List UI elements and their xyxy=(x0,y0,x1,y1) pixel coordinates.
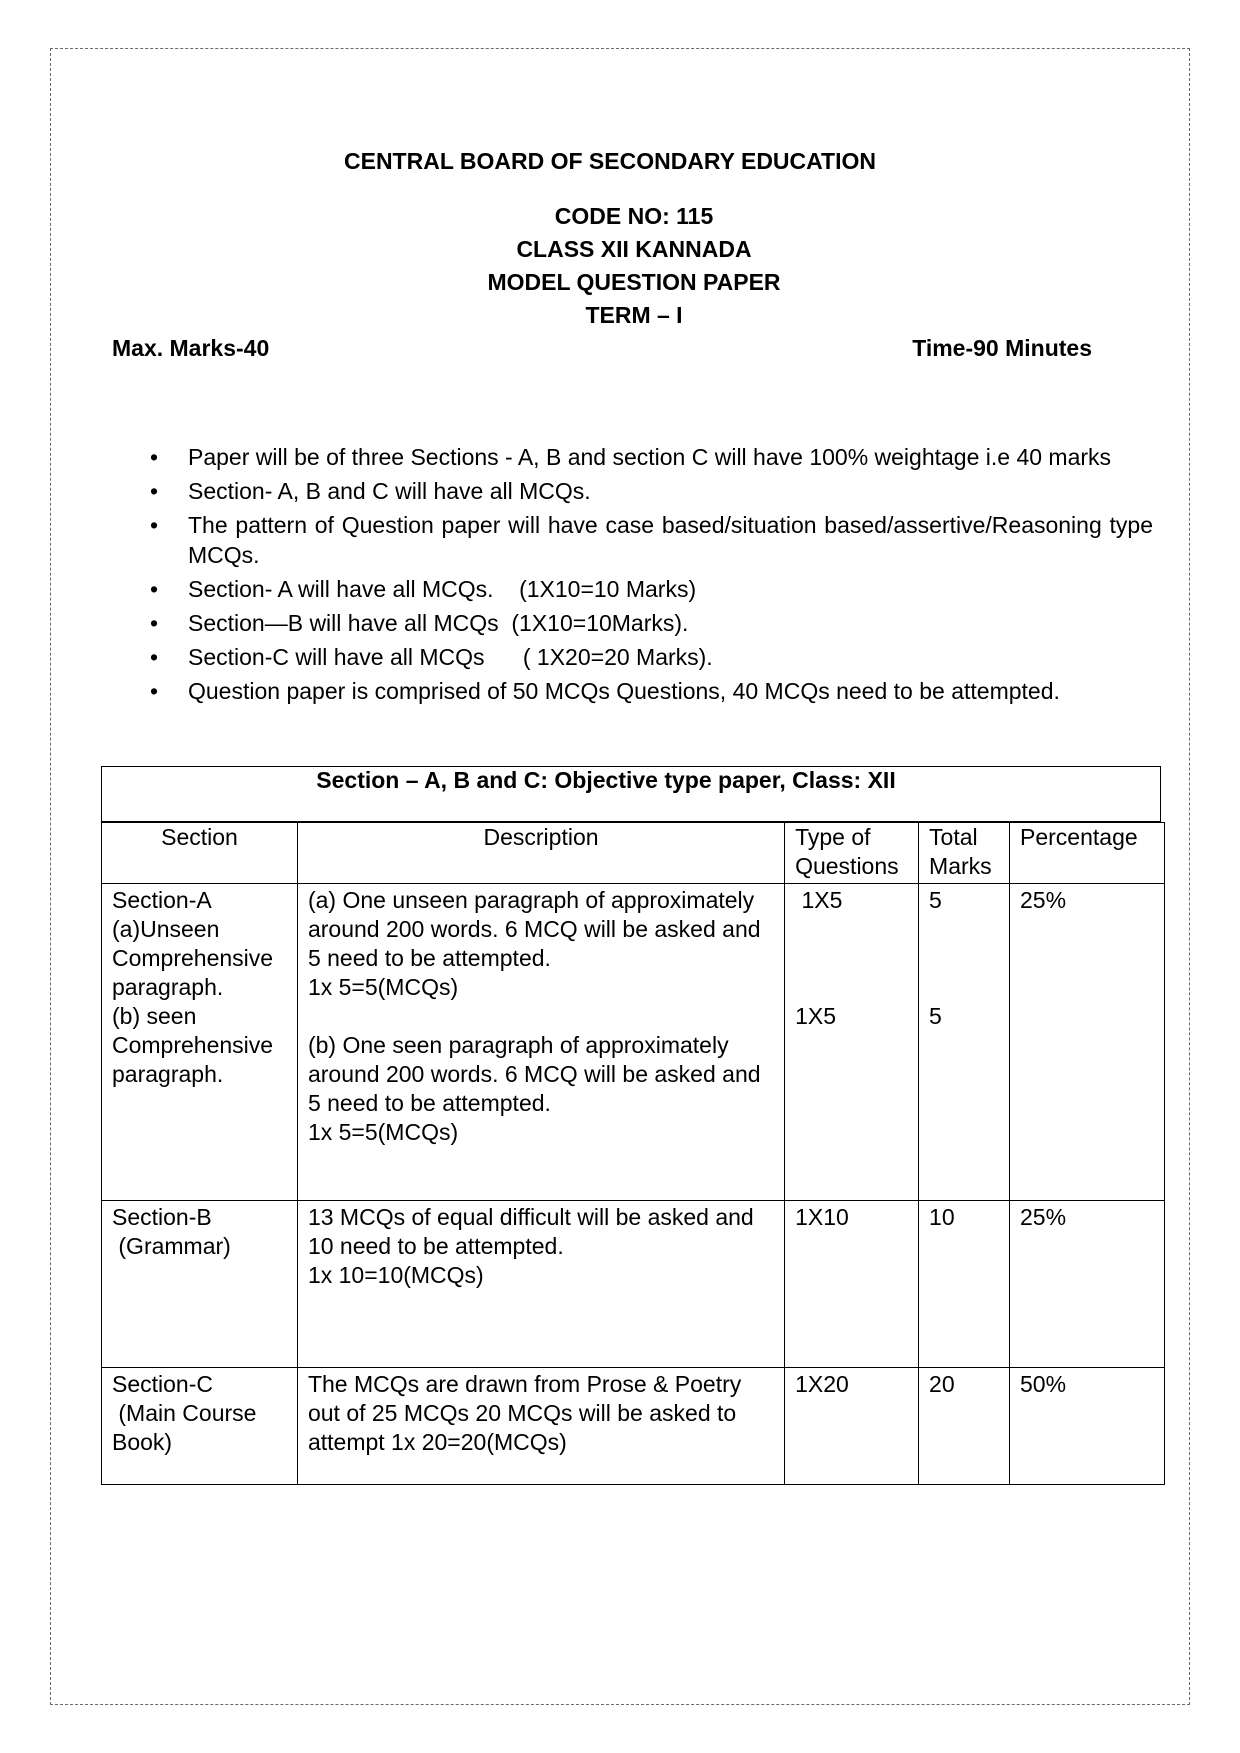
row-percentage: 25% xyxy=(1010,1201,1165,1368)
max-marks: Max. Marks-40 xyxy=(112,335,270,361)
table-row xyxy=(102,1201,1165,1368)
col-header-percentage: Percentage xyxy=(1010,823,1165,884)
table-header-row xyxy=(102,823,1165,884)
col-header-type: Type of Questions xyxy=(785,823,919,884)
row-type: 1X20 xyxy=(785,1368,919,1485)
col-header-section: Section xyxy=(102,823,298,884)
instruction-item: • Section—B will have all MCQs (1X10=10Marks). xyxy=(188,608,1153,638)
table-row xyxy=(102,1368,1165,1485)
class-title: CLASS XII KANNADA xyxy=(516,236,752,262)
instruction-item: • Question paper is comprised of 50 MCQs Questions, 40 MCQs need to be attempted. xyxy=(188,676,1153,706)
col-header-description: Description xyxy=(297,823,784,884)
time-limit: Time-90 Minutes xyxy=(912,335,1092,361)
marks-time-row xyxy=(112,335,1092,362)
row-type: 1X10 xyxy=(785,1201,919,1368)
code-number: CODE NO: 115 xyxy=(554,203,714,229)
row-percentage: 50% xyxy=(1010,1368,1165,1485)
row-marks: 5 5 xyxy=(919,884,1010,1201)
board-title: CENTRAL BOARD OF SECONDARY EDUCATION xyxy=(344,148,876,174)
row-description: The MCQs are drawn from Prose & Poetry out of 25 MCQs 20 MCQs will be asked to attempt 1x 20=20(MCQs) xyxy=(297,1368,784,1485)
instruction-item: • Section- A will have all MCQs. (1X10=10 Marks) xyxy=(188,574,1153,604)
instruction-item: • Paper will be of three Sections - A, B and section C will have 100% weightage i.e 40 marks xyxy=(188,442,1153,472)
instruction-item: • The pattern of Question paper will have case based/situation based/assertive/Reasoning type MCQs. xyxy=(188,510,1153,570)
row-type: 1X5 1X5 xyxy=(785,884,919,1201)
instructions-list xyxy=(188,442,1153,710)
row-percentage: 25% xyxy=(1010,884,1165,1201)
col-header-marks: Total Marks xyxy=(919,823,1010,884)
row-section: Section-C (Main Course Book) xyxy=(102,1368,298,1485)
row-marks: 20 xyxy=(919,1368,1010,1485)
instruction-item: • Section-C will have all MCQs ( 1X20=20 Marks). xyxy=(188,642,1153,672)
row-section: Section-A (a)Unseen Comprehensive paragraph. (b) seen Comprehensive paragraph. xyxy=(102,884,298,1201)
paper-title: MODEL QUESTION PAPER xyxy=(487,269,781,295)
row-marks: 10 xyxy=(919,1201,1010,1368)
table-row xyxy=(102,884,1165,1201)
table-title: Section – A, B and C: Objective type paper, Class: XII xyxy=(101,766,1161,822)
instruction-item: • Section- A, B and C will have all MCQs. xyxy=(188,476,1153,506)
row-section: Section-B (Grammar) xyxy=(102,1201,298,1368)
row-description: 13 MCQs of equal difficult will be asked and 10 need to be attempted. 1x 10=10(MCQs) xyxy=(297,1201,784,1368)
term-title: TERM – I xyxy=(585,302,683,328)
blueprint-table xyxy=(101,822,1165,1485)
row-description: (a) One unseen paragraph of approximately around 200 words. 6 MCQ will be asked and 5 need to be attempted. 1x 5=5(MCQs) (b) One seen paragraph of approximately around 200 words. 6 MCQ will be asked and 5 need to be attempted. 1x 5=5(MCQs) xyxy=(297,884,784,1201)
